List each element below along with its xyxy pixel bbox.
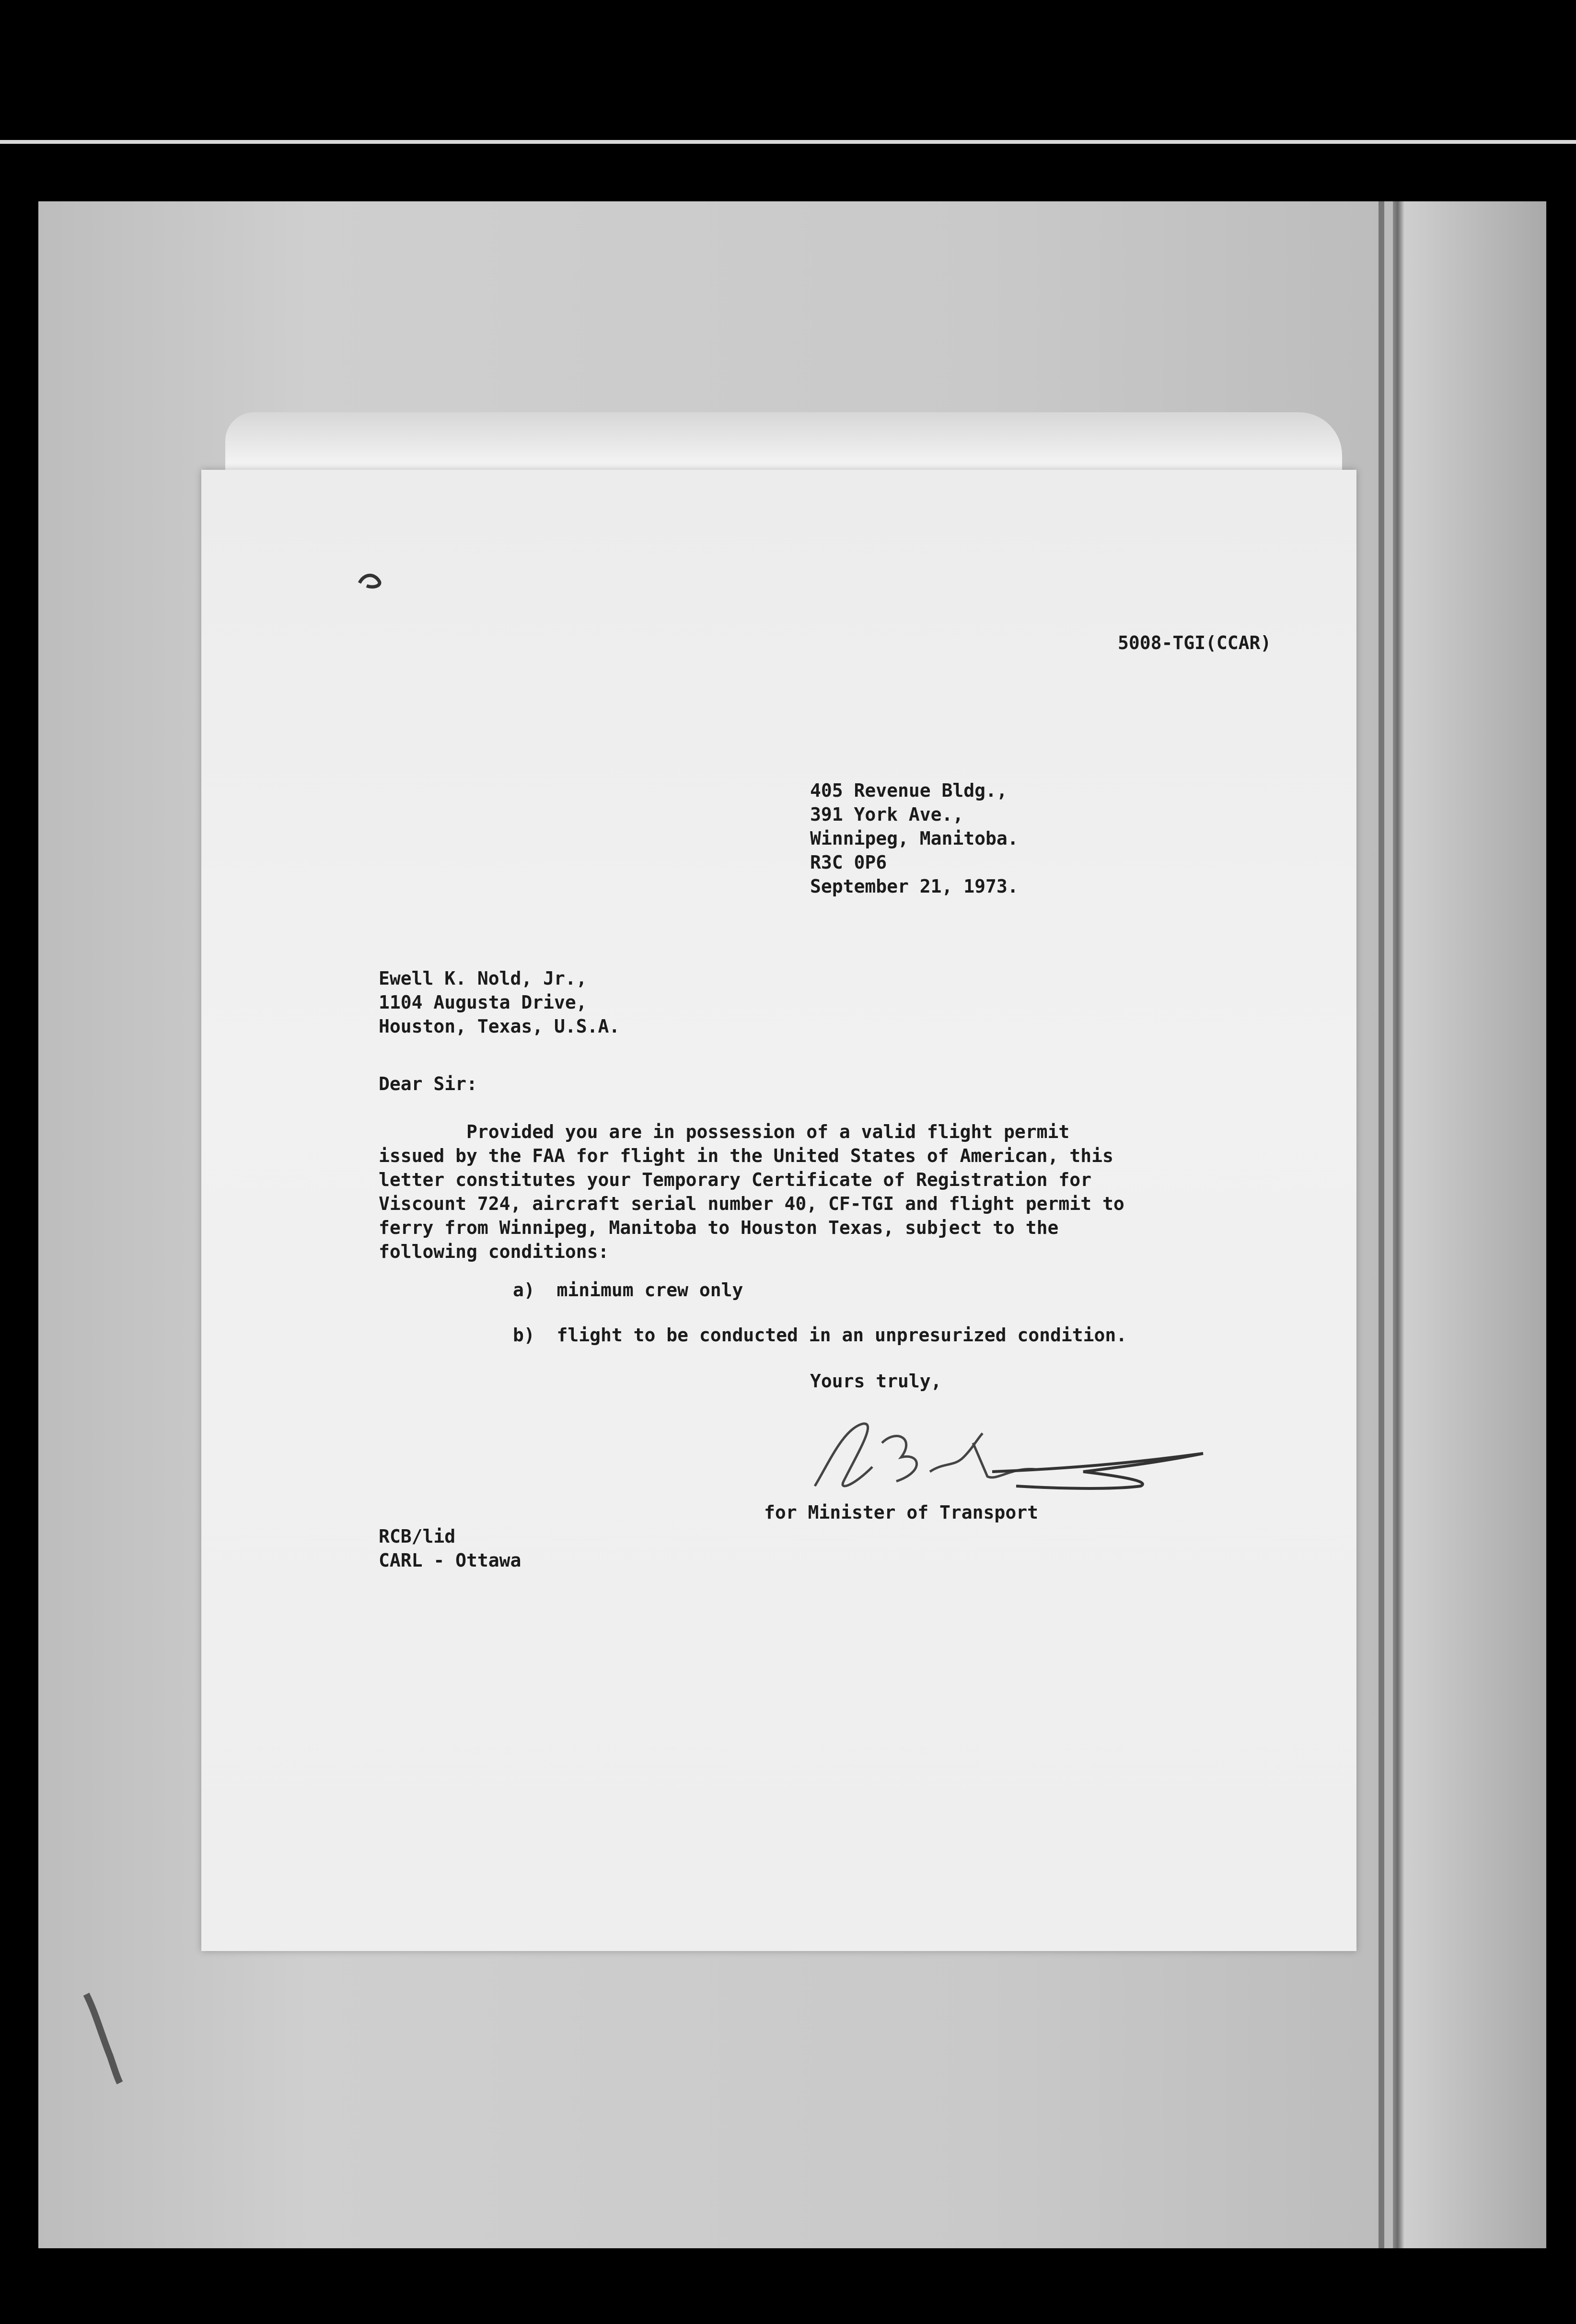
- signature-icon: [786, 1409, 1208, 1515]
- distribution-note: CARL - Ottawa: [379, 1550, 521, 1571]
- closing: Yours truly,: [810, 1371, 942, 1392]
- sender-address: [810, 779, 1019, 898]
- condition-a: a) minimum crew only: [513, 1279, 743, 1301]
- condition-b: b) flight to be conducted in an unpresurized condition.: [513, 1325, 1127, 1346]
- typist-initials: RCB/lid: [379, 1526, 456, 1547]
- address-line: Winnipeg, Manitoba.: [810, 828, 1019, 849]
- body-line: following conditions:: [379, 1241, 609, 1262]
- address-line: 391 York Ave.,: [810, 804, 964, 825]
- folder-edge-line: [1379, 201, 1384, 2248]
- film-frame-rule: [0, 140, 1576, 144]
- letter-body: [379, 1120, 1124, 1264]
- salutation: Dear Sir:: [379, 1073, 477, 1094]
- body-line: Viscount 724, aircraft serial number 40, CF-TGI and flight permit to: [379, 1193, 1124, 1214]
- reference-number: 5008-TGI(CCAR): [1118, 632, 1272, 653]
- ink-mark-icon: [355, 569, 388, 593]
- address-line: R3C 0P6: [810, 852, 887, 873]
- address-line: 405 Revenue Bldg.,: [810, 780, 1008, 801]
- film-scratch-icon: [81, 1989, 125, 2085]
- folder-edge: [1393, 201, 1546, 2248]
- body-line: ferry from Winnipeg, Manitoba to Houston Texas, subject to the: [379, 1217, 1059, 1238]
- recipient-name: Ewell K. Nold, Jr.,: [379, 968, 587, 989]
- recipient-city: Houston, Texas, U.S.A.: [379, 1016, 620, 1037]
- body-line: letter constitutes your Temporary Certificate of Registration for: [379, 1169, 1092, 1190]
- recipient-street: 1104 Augusta Drive,: [379, 992, 587, 1013]
- letter-date: September 21, 1973.: [810, 876, 1019, 897]
- signer-title: for Minister of Transport: [764, 1502, 1038, 1523]
- recipient-address: [379, 966, 620, 1038]
- body-line: Provided you are in possession of a valid flight permit: [379, 1121, 1070, 1142]
- body-line: issued by the FAA for flight in the United States of American, this: [379, 1145, 1113, 1166]
